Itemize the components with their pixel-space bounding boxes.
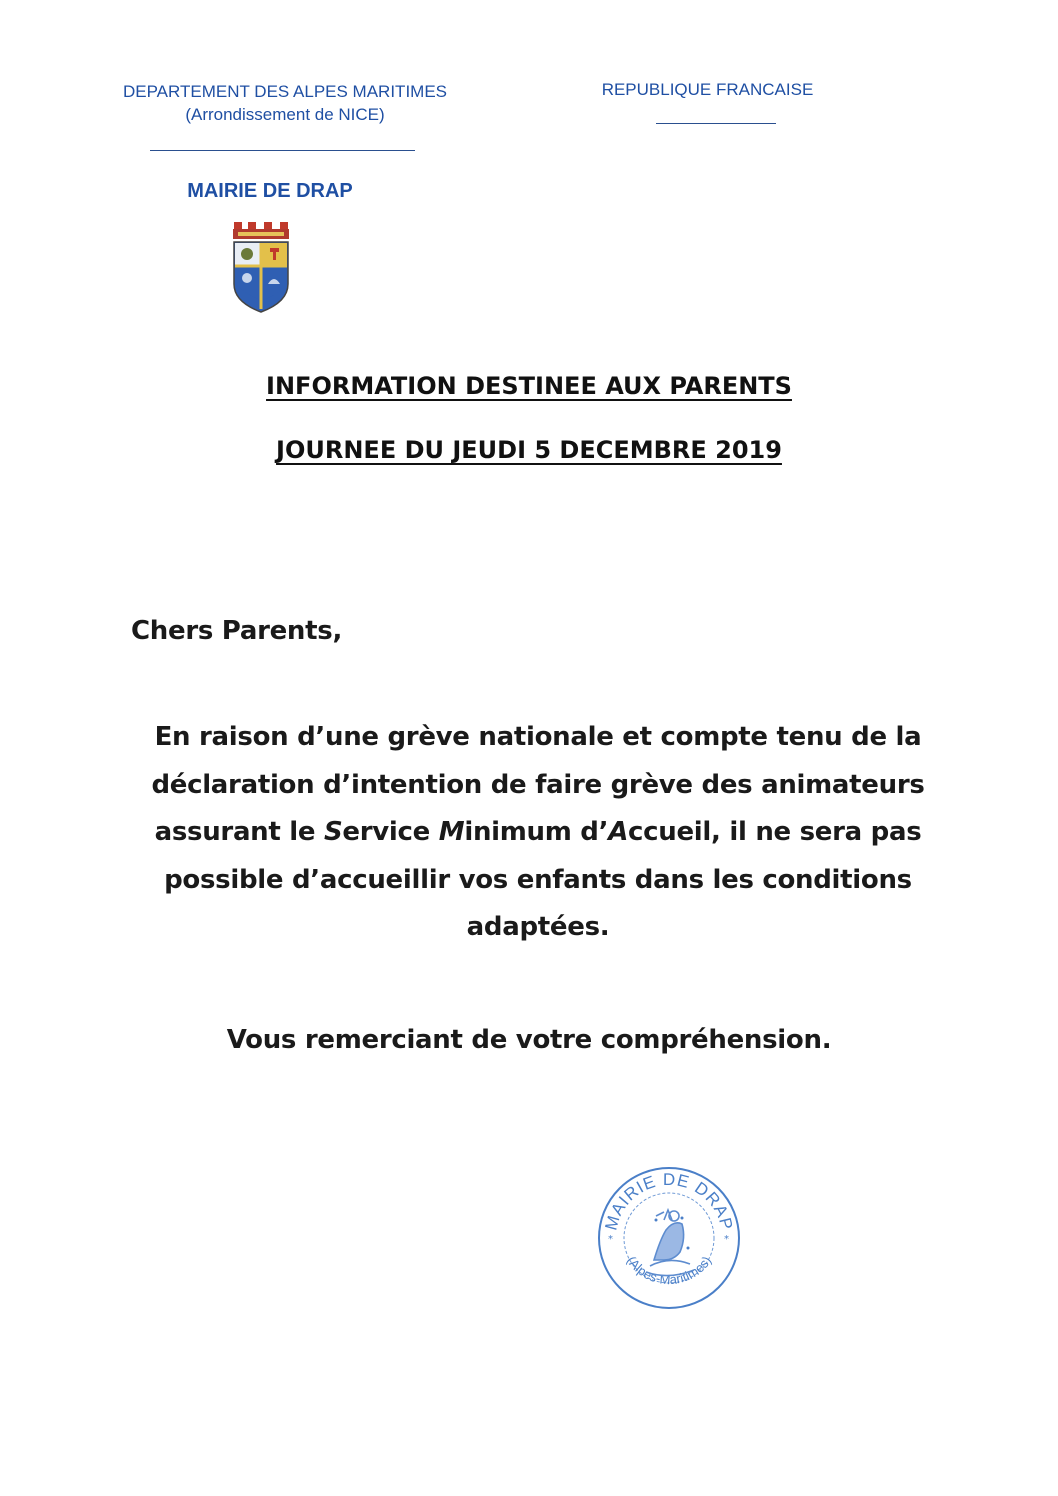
svg-text:*: * — [724, 1234, 729, 1245]
para-line-3: assurant le Service Minimum d’Accueil, il ne sera pas — [154, 817, 922, 847]
svg-text:MAIRIE DE DRAP — [601, 1170, 736, 1232]
closing-line: Vous remerciant de votre compréhension. — [226, 1025, 832, 1055]
stamp-bottom-text: (Alpes-Maritimes) — [623, 1253, 715, 1288]
department-label: DEPARTEMENT DES ALPES MARITIMES — [122, 82, 448, 101]
title-line-1: INFORMATION DESTINEE AUX PARENTS — [266, 372, 792, 400]
para-line-1: En raison d’une grève nationale et compte tenu de la — [154, 722, 922, 752]
para-line-2: déclaration d’intention de faire grève des animateurs — [151, 769, 925, 800]
republique-label: REPUBLIQUE FRANCAISE — [601, 80, 814, 99]
header-left-rule — [150, 150, 415, 151]
svg-text:*: * — [608, 1234, 613, 1245]
header-right-rule — [656, 123, 776, 124]
greeting: Chers Parents, — [131, 616, 343, 646]
arrondissement-label: (Arrondissement de NICE) — [185, 105, 385, 124]
main-paragraph — [128, 714, 948, 952]
stamp-top-text: MAIRIE DE DRAP — [601, 1169, 737, 1233]
coat-of-arms-icon — [230, 222, 292, 314]
para-line-5: adaptées. — [466, 912, 610, 942]
title-line-2: JOURNEE DU JEUDI 5 DECEMBRE 2019 — [276, 436, 782, 464]
mairie-label: MAIRIE DE DRAP — [187, 180, 353, 202]
mairie-stamp — [594, 1160, 744, 1310]
para-line-4: possible d’accueillir vos enfants dans les conditions — [164, 864, 912, 895]
